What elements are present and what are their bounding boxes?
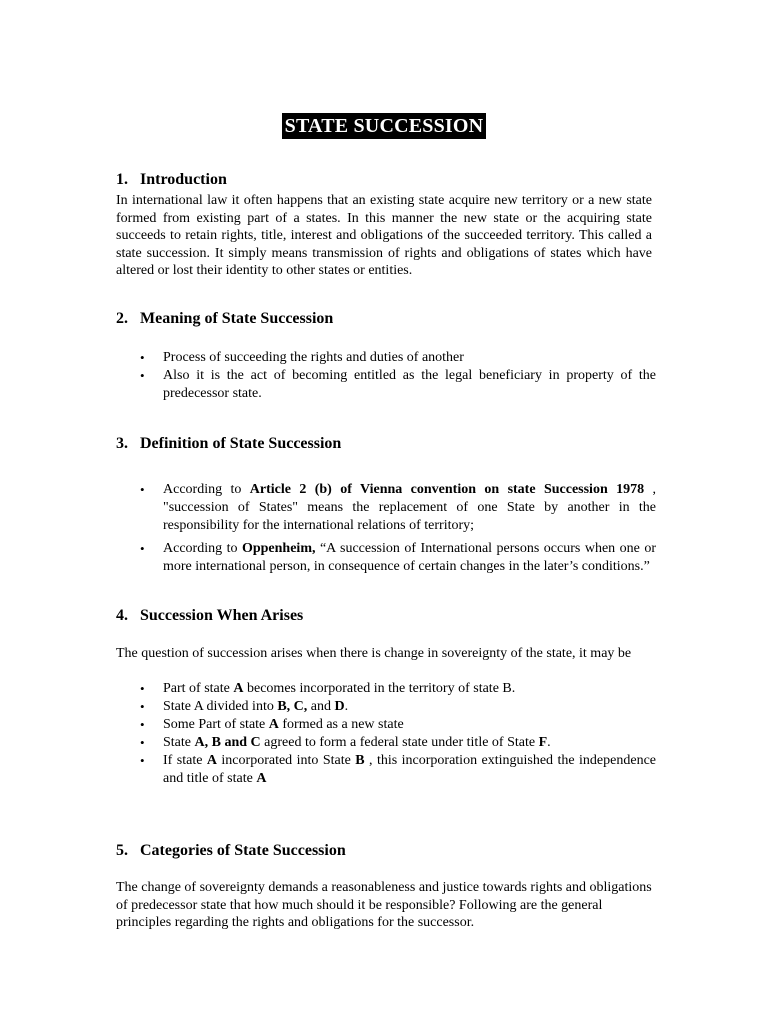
bullet-text: formed as a new state: [278, 717, 404, 732]
definition-bullet-list: [116, 481, 656, 576]
section-number: 4.: [116, 607, 128, 624]
section-4-heading: [116, 606, 303, 626]
meaning-bullet-list: [116, 349, 656, 403]
bullet-bold-text: A, B and C: [194, 735, 261, 750]
document-title: STATE SUCCESSION: [282, 113, 487, 139]
bullet-text: “A succession of International persons occurs when one or more international person, in consequence of certain changes in the later’s conditions.”: [163, 541, 657, 574]
arises-paragraph: The question of succession arises when there is change in sovereignty of the state, it may be: [116, 646, 632, 661]
section-1-heading: [116, 170, 227, 190]
introduction-paragraph: In international law it often happens that an existing state acquire new territory or a new state formed from existing part of a states. In this manner the new state or the acquiring state succeeds to retain rights, title, interest and obligations of the succeeded territory. This called a state succession. It simply means transmission of rights and obligations of states which have altered or lost their identity to other states or entities.: [116, 193, 652, 278]
bullet-bold-text: A: [268, 717, 279, 732]
bullet-bold-text: A: [256, 771, 267, 786]
bullet-text: State A divided into: [163, 699, 278, 714]
categories-paragraph: The change of sovereignty demands a reasonableness and justice towards rights and obligations of predecessor state that how much should it be responsible? Following are the general principles regarding the rights and obligations for the successor.: [116, 880, 652, 930]
bullet-bold-text: D: [334, 699, 345, 714]
bullet-text: According to: [163, 482, 250, 497]
section-number: 3.: [116, 435, 128, 452]
bullet-text: , "succession of States" means the replacement of one State by another in the responsibility for the international relations of territory;: [163, 482, 657, 533]
section-5-heading: [116, 841, 346, 861]
list-item: [116, 698, 656, 716]
bullet-bold-text: F: [538, 735, 548, 750]
bullet-text: Some Part of state: [163, 717, 269, 732]
bullet-text: and: [307, 699, 335, 714]
section-title: Definition of State Succession: [140, 435, 342, 452]
list-item: • Also it is the act of becoming entitled as the legal beneficiary in property of the predecessor state.: [116, 367, 656, 403]
section-title: Categories of State Succession: [140, 842, 346, 859]
bullet-bold-text: B: [355, 753, 365, 768]
section-title: Succession When Arises: [140, 607, 304, 624]
bullet-bold-text: Oppenheim,: [241, 541, 316, 556]
section-title: Meaning of State Succession: [140, 310, 334, 327]
list-item: [116, 680, 656, 698]
bullet-text: becomes incorporated in the territory of state B.: [243, 681, 516, 696]
bullet-text: agreed to form a federal state under title of State: [260, 735, 539, 750]
section-title: Introduction: [140, 171, 227, 188]
bullet-bold-text: B, C,: [277, 699, 308, 714]
bullet-text: incorporated into State: [216, 753, 356, 768]
bullet-text: If state: [163, 753, 207, 768]
list-item: [116, 752, 656, 788]
section-number: 1.: [116, 171, 128, 188]
list-item: [116, 481, 656, 535]
bullet-bold-text: A: [233, 681, 244, 696]
section-number: 5.: [116, 842, 128, 859]
section-2-heading: [116, 309, 333, 329]
section-3-heading: [116, 434, 341, 454]
bullet-text: According to: [163, 541, 242, 556]
section-number: 2.: [116, 310, 128, 327]
title-wrap: [0, 113, 768, 139]
bullet-text: .: [547, 735, 551, 750]
list-item: [116, 540, 656, 576]
bullet-text: Part of state: [163, 681, 234, 696]
arises-bullet-list: [116, 680, 656, 788]
list-item: [116, 734, 656, 752]
bullet-bold-text: Article 2 (b) of Vienna convention on state Succession 1978: [249, 482, 645, 497]
list-item: • Process of succeeding the rights and duties of another: [116, 349, 656, 367]
bullet-bold-text: A: [206, 753, 217, 768]
bullet-text: .: [344, 699, 349, 714]
list-item: [116, 716, 656, 734]
bullet-text: State: [163, 735, 195, 750]
bullet-text: , this incorporation extinguished the independence and title of state: [163, 753, 656, 786]
